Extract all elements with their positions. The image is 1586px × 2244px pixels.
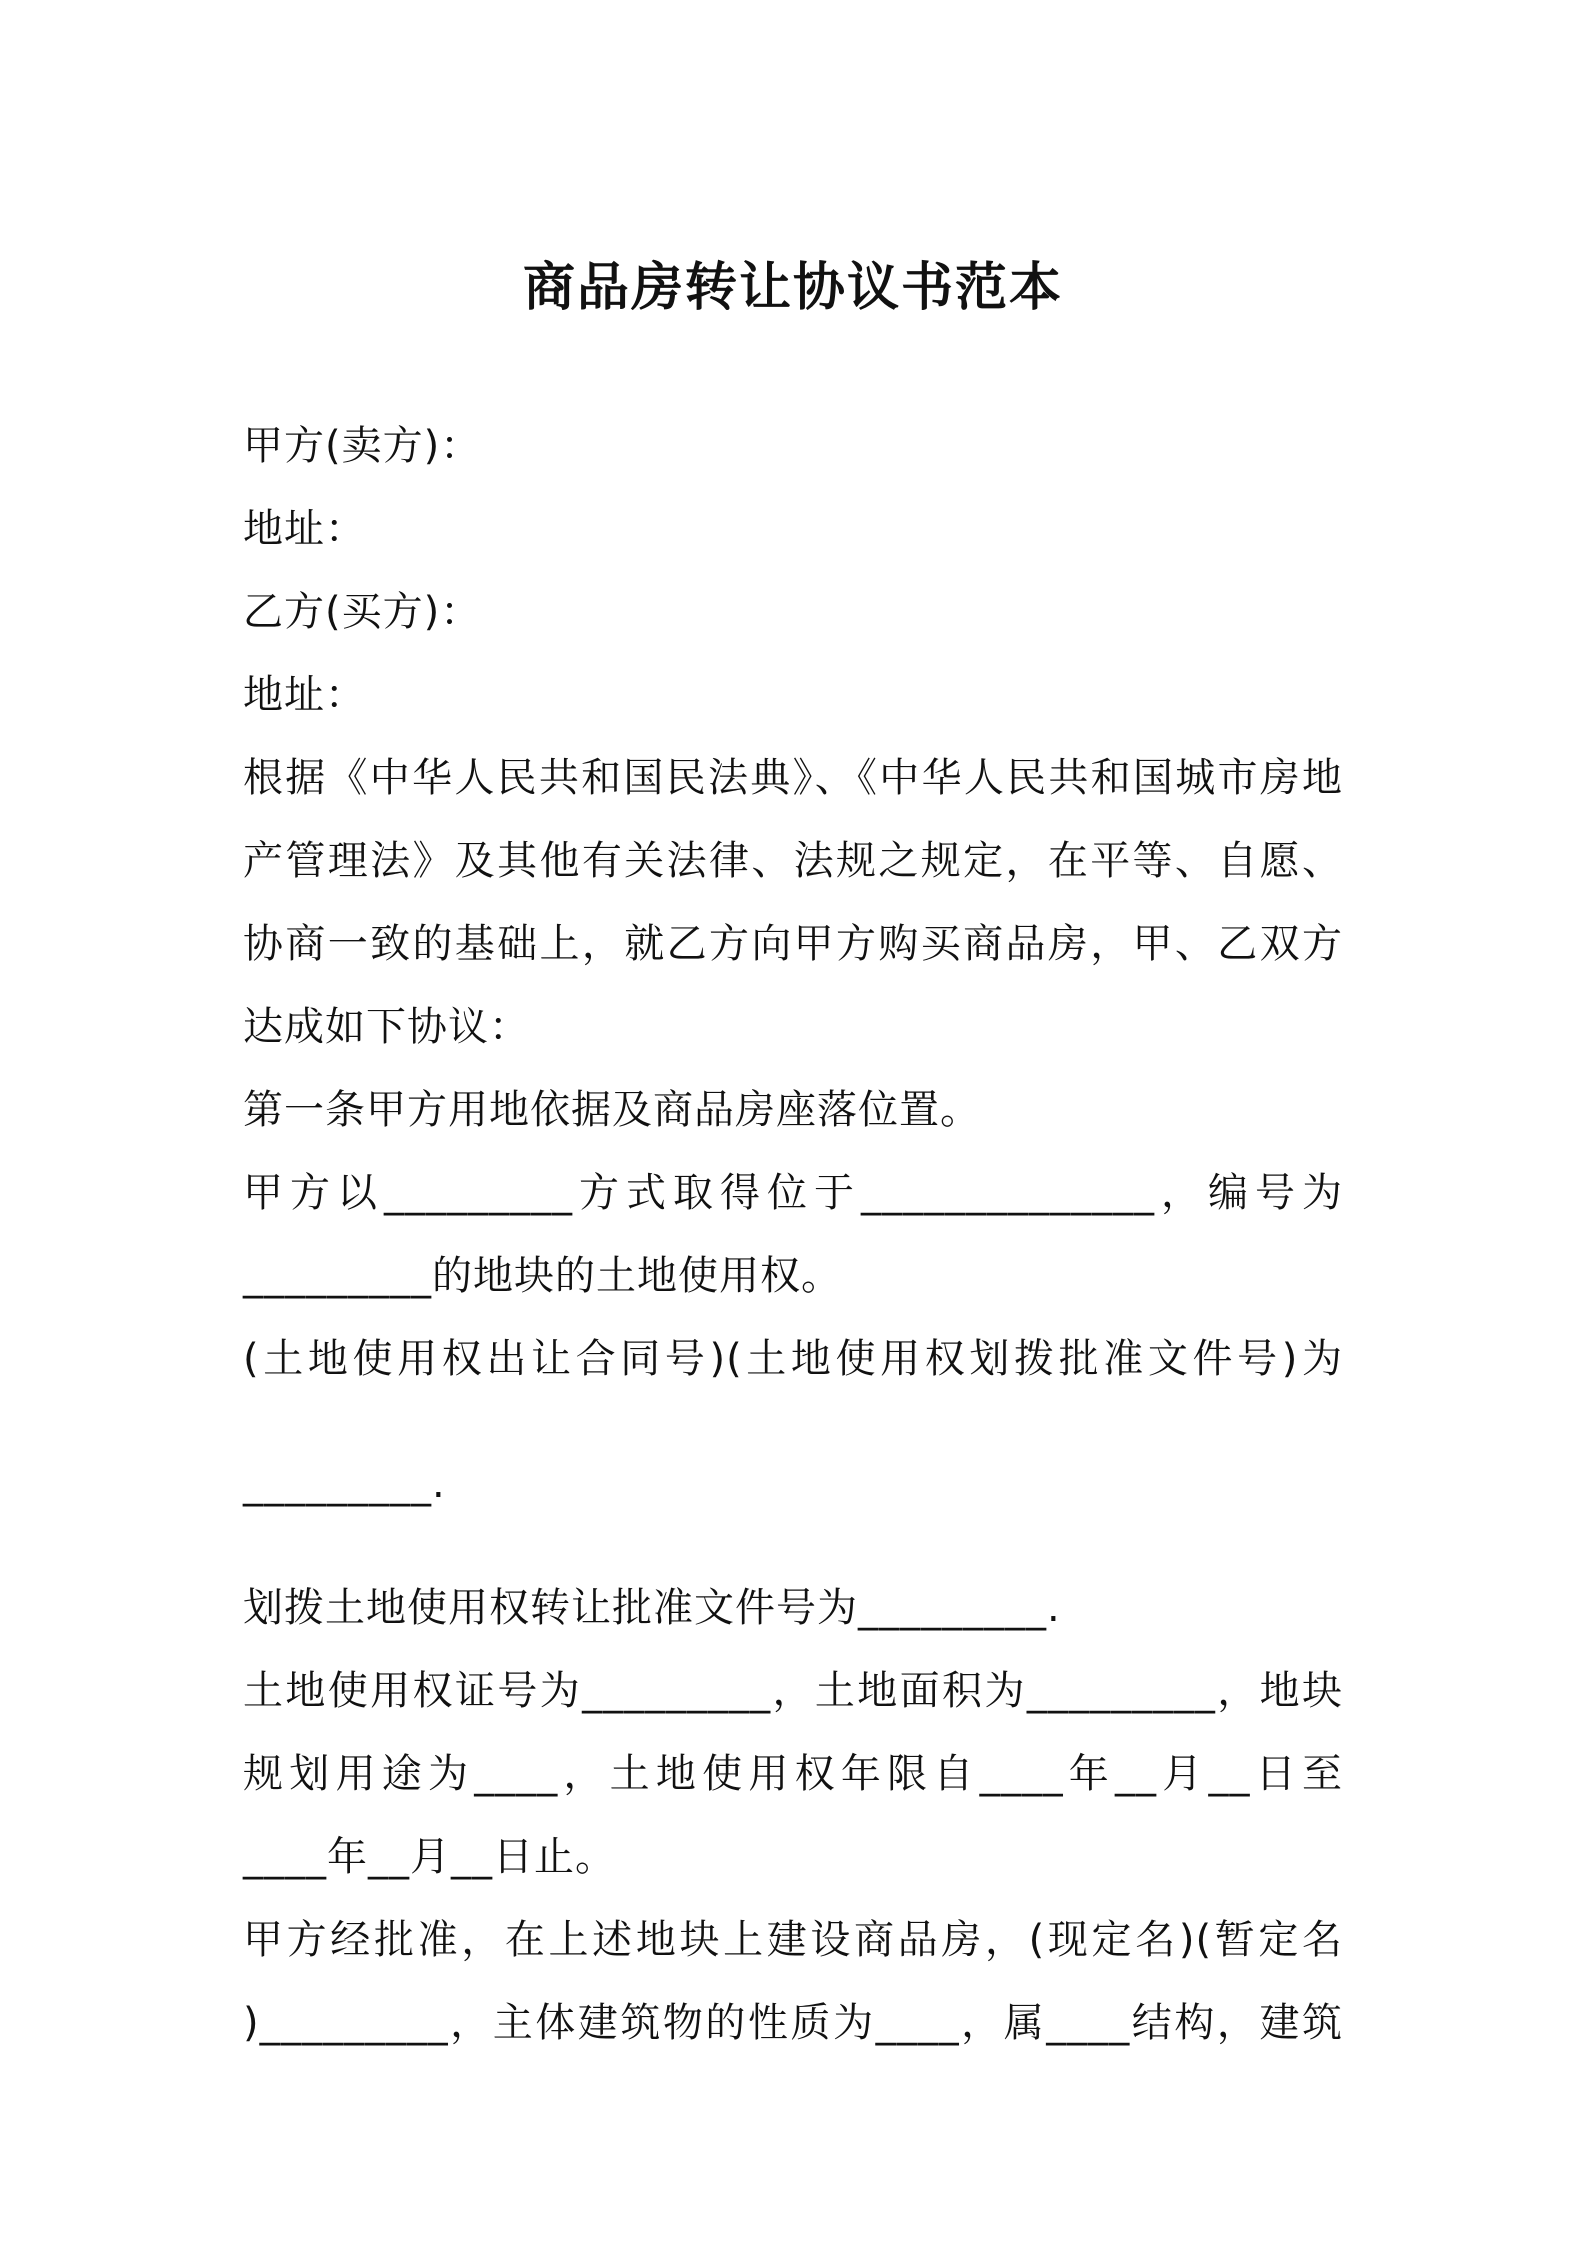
- party-a-address-label: 地址：: [243, 506, 366, 552]
- party-a-label: 甲方(卖方)：: [243, 423, 482, 469]
- article-one-line-10: )_________，主体建筑物的性质为____，属____结构，建筑: [243, 2000, 1343, 2046]
- article-one-line-7: 规划用途为____，土地使用权年限自____年__月__日至: [243, 1751, 1343, 1797]
- article-one-line-3: (土地使用权出让合同号)(土地使用权划拨批准文件号)为: [243, 1336, 1343, 1382]
- preamble-line-4: 达成如下协议：: [243, 1004, 530, 1050]
- party-b-label: 乙方(买方)：: [243, 589, 482, 635]
- article-one-line-1: 甲方以_________方式取得位于______________，编号为: [243, 1170, 1343, 1216]
- article-one-line-6: 土地使用权证号为_________，土地面积为_________，地块: [243, 1668, 1343, 1714]
- article-one-line-2: _________的地块的土地使用权。: [243, 1253, 842, 1299]
- document-body: [243, 405, 1343, 2065]
- article-one-line-9: 甲方经批准，在上述地块上建设商品房，(现定名)(暂定名: [243, 1917, 1343, 1963]
- article-one-line-8: ____年__月__日止。: [243, 1834, 616, 1880]
- article-one-line-4: _________.: [243, 1461, 446, 1507]
- preamble-line-2: 产管理法》及其他有关法律、法规之规定，在平等、自愿、: [243, 838, 1343, 884]
- preamble-line-3: 协商一致的基础上，就乙方向甲方购买商品房，甲、乙双方: [243, 921, 1343, 967]
- article-one-heading: 第一条甲方用地依据及商品房座落位置。: [243, 1087, 981, 1133]
- preamble-line-1: 根据《中华人民共和国民法典》、《中华人民共和国城市房地: [243, 755, 1343, 801]
- document-title: 商品房转让协议书范本: [522, 258, 1063, 318]
- article-one-line-5: 划拨土地使用权转让批准文件号为_________.: [243, 1585, 1061, 1631]
- party-b-address-label: 地址：: [243, 672, 366, 718]
